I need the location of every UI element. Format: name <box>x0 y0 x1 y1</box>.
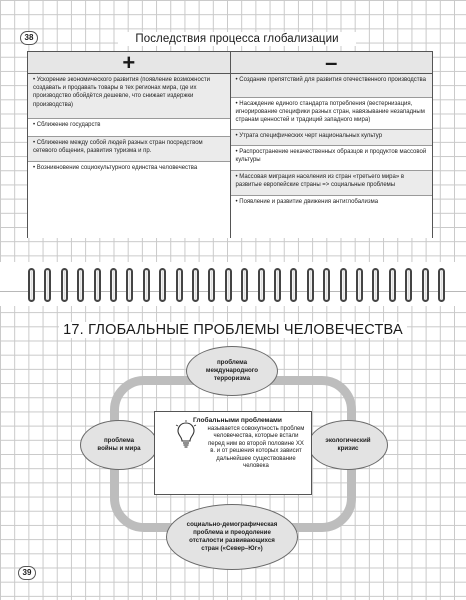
minus-column <box>231 74 433 238</box>
minus-item: • Появление и развитие движения антиглобализма <box>231 196 433 238</box>
spiral-coil <box>438 268 445 302</box>
spiral-coil <box>28 268 35 302</box>
node-north-south-label: социально-демографическая проблема и преодоление отсталости развивающихся стран («Север–Юг») <box>186 521 278 552</box>
spiral-coil <box>192 268 199 302</box>
spiral-coil <box>94 268 101 302</box>
spiral-coil <box>241 268 248 302</box>
node-war-peace-label: проблема войны и мира <box>97 437 141 452</box>
definition-box <box>154 411 312 495</box>
plus-item: • Сближение государств <box>28 119 230 137</box>
spiral-coil <box>110 268 117 302</box>
spiral-coil <box>225 268 232 302</box>
spiral-coil <box>143 268 150 302</box>
spiral-coil <box>258 268 265 302</box>
spiral-coil <box>176 268 183 302</box>
spiral-coil <box>405 268 412 302</box>
plus-item: • Сближение между собой людей разных стран посредством сетевого общения, развития туризма и пр. <box>28 137 230 162</box>
minus-item: • Насаждение единого стандарта потребления (вестернизация, игнорирование специфики разных стран, навязывание незападным странам ценностей и традиций западного мира) <box>231 98 433 130</box>
spiral-binding <box>0 262 466 306</box>
spiral-coil <box>307 268 314 302</box>
spiral-coil <box>356 268 363 302</box>
minus-item: • Распространение некачественных образцов и продуктов массовой культуры <box>231 146 433 171</box>
spiral-coil <box>274 268 281 302</box>
spiral-coil <box>44 268 51 302</box>
spiral-coil <box>389 268 396 302</box>
node-ecology-label: экологический кризис <box>325 437 371 452</box>
spiral-coil <box>323 268 330 302</box>
node-ecology <box>308 420 388 470</box>
minus-item: • Массовая миграция населения из стран «третьего мира» в развитые европейские страны => социальные проблемы <box>231 171 433 196</box>
spiral-coil <box>340 268 347 302</box>
minus-item: • Создание препятствий для развития отечественного производства <box>231 74 433 98</box>
spiral-coil <box>372 268 379 302</box>
node-terrorism <box>186 346 278 396</box>
consequences-table <box>27 51 433 238</box>
minus-header: – <box>231 52 433 73</box>
spiral-coil <box>61 268 68 302</box>
table-header <box>28 49 432 75</box>
node-war-peace <box>80 420 158 470</box>
spiral-coil <box>208 268 215 302</box>
heading-text: 17. ГЛОБАЛЬНЫЕ ПРОБЛЕМЫ ЧЕЛОВЕЧЕСТВА <box>59 322 407 338</box>
definition-text: называется совокупность проблем человечества, которые встали перед ним во второй половине XX в. и от решения которых зависит дальнейшее существование человека <box>207 426 305 470</box>
global-problems-heading <box>0 322 466 338</box>
minus-item: • Утрата специфических черт национальных культур <box>231 130 433 146</box>
lightbulb-icon <box>175 420 197 450</box>
page-number-bottom: 39 <box>18 566 36 580</box>
page-number-top: 38 <box>20 31 38 45</box>
spiral-coil <box>290 268 297 302</box>
spiral-coil <box>126 268 133 302</box>
spiral-coil <box>422 268 429 302</box>
node-terrorism-label: проблема международного терроризма <box>205 359 259 382</box>
plus-column <box>28 74 231 238</box>
plus-item: • Возникновение социокультурного единства человечества <box>28 162 230 238</box>
section-title: Последствия процесса глобализации <box>118 32 356 46</box>
node-north-south <box>166 504 298 570</box>
plus-header: + <box>28 52 231 73</box>
plus-item: • Ускорение экономического развития (появление возможности создавать и продавать товары в тех регионах мира, где их производство обойдётся дешевле, что снижает издержки производства) <box>28 74 230 119</box>
definition-title: Глобальными проблемами <box>193 417 282 424</box>
spiral-coil <box>159 268 166 302</box>
binding-line <box>0 291 466 292</box>
spiral-coil <box>77 268 84 302</box>
